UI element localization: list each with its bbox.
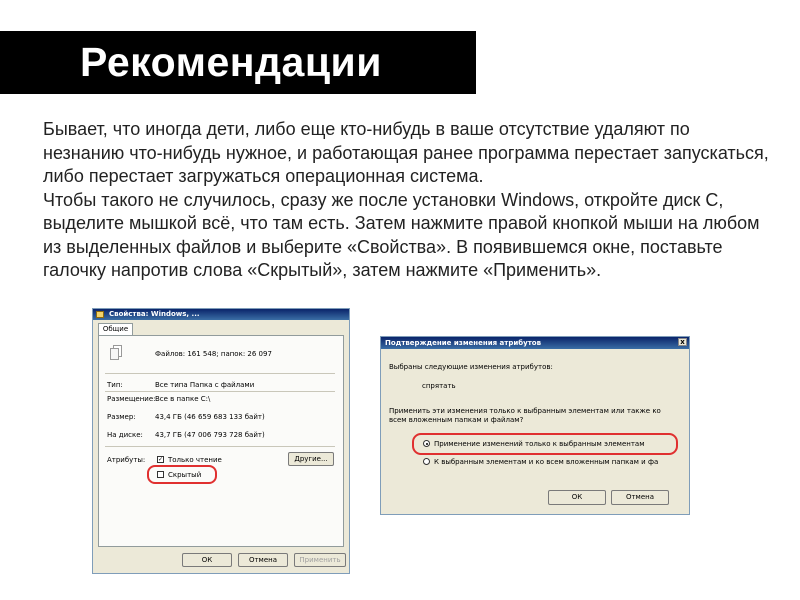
close-icon[interactable]: x [678,338,687,346]
confirm-title: Подтверждение изменения атрибутов [385,339,541,347]
apply-button-label: Применить [299,556,341,564]
divider [105,446,335,447]
hidden-label: Скрытый [168,471,202,479]
body-paragraph-1: Бывает, что иногда дети, либо еще кто-нибудь в ваше отсутствие удаляют по незнанию что-нибудь нужное, и работающая ранее программа перестает запускаться, либо перестает загружаться операционная система. [43,119,769,186]
hidden-highlight [147,465,217,484]
location-value: Все в папке C:\ [155,395,211,403]
properties-panel [98,335,344,547]
confirm-cancel-label: Отмена [625,493,655,501]
other-button-label: Другие... [294,455,328,463]
cancel-button-label: Отмена [248,556,278,564]
cancel-button[interactable] [238,553,288,567]
option2-label: К выбранным элементам и ко всем вложенным папкам и фа [434,458,659,466]
properties-dialog [92,308,350,574]
apply-question: Применить эти изменения только к выбранным элементам или также ко всем вложенным папкам и файлам? [389,407,661,424]
properties-title: Свойства: Windows, ... [109,310,200,318]
size-label: Размер: [107,413,136,421]
readonly-label: Только чтение [168,456,222,464]
option2-radio[interactable] [423,458,430,465]
readonly-checkbox[interactable]: ✓ [158,456,164,463]
divider [105,391,335,392]
files-count: Файлов: 161 548; папок: 26 097 [155,350,272,358]
confirm-cancel-button[interactable] [611,490,669,505]
option1-label: Применение изменений только к выбранным элементам [434,440,645,448]
files-icon [110,345,122,361]
option1-radio[interactable] [423,440,430,447]
confirm-dialog [380,336,690,515]
ok-button-label: ОК [201,556,213,564]
slide-body [43,118,773,283]
selected-changes-label: Выбраны следующие изменения атрибутов: [389,363,553,371]
ok-button[interactable] [182,553,232,567]
location-label: Размещение: [107,395,156,403]
other-button[interactable] [288,452,334,466]
ondisk-value: 43,7 ГБ (47 006 793 728 байт) [155,431,265,439]
change-value: спрятать [422,382,456,390]
apply-button[interactable] [294,553,346,567]
size-value: 43,4 ГБ (46 659 683 133 байт) [155,413,265,421]
body-paragraph-2: Чтобы такого не случилось, сразу же после установки Windows, откройте диск С, выделите мышкой всё, что там есть. Затем нажмите правой кнопкой мыши на любом из выделенных файлов и выберите «Свойства». В появившемся окне, поставьте галочку напротив слова «Скрытый», затем нажмите «Применить». [43,189,760,280]
type-label: Тип: [107,381,123,389]
divider [105,373,335,374]
tab-general[interactable] [98,323,133,335]
type-value: Все типа Папка с файлами [155,381,255,389]
confirm-titlebar [381,337,689,349]
folder-icon [96,311,104,318]
confirm-ok-button[interactable] [548,490,606,505]
attributes-label: Атрибуты: [107,456,146,464]
properties-titlebar [93,309,349,320]
confirm-ok-label: ОК [571,493,583,501]
tab-general-label: Общие [102,325,129,333]
ondisk-label: На диске: [107,431,143,439]
slide-title: Рекомендации [0,31,476,94]
